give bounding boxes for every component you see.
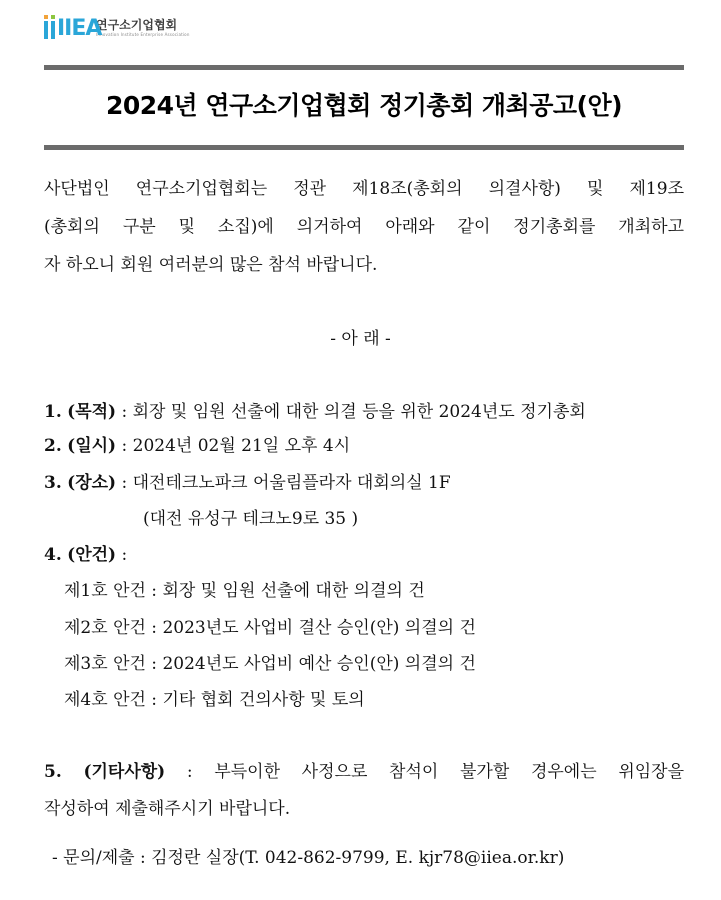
agenda-item: 제3호 안건 : 2024년도 사업비 예산 승인(안) 의결의 건 [64, 654, 476, 674]
item-agenda-value: : [121, 545, 128, 565]
item-purpose-value: : 회장 및 임원 선출에 대한 의결 등을 위한 2024년도 정기총회 [121, 402, 586, 422]
iiea-logo-mark [44, 15, 102, 41]
item-date [44, 434, 350, 458]
item-purpose [44, 400, 586, 424]
item-purpose-label: (목적) [67, 402, 117, 422]
item-etc [44, 760, 684, 784]
logo-subtitle: Innovation Institute Enterprise Association [96, 32, 190, 37]
item-date-value: : 2024년 02월 21일 오후 4시 [121, 436, 351, 456]
item-date-num: 2. [44, 436, 62, 456]
logo-mark-text: IIEA [57, 16, 102, 41]
intro-line-2: (총회의 구분 및 소집)에 의거하여 아래와 같이 정기총회를 개최하고 [44, 217, 684, 237]
title-bottom-rule [44, 145, 684, 150]
item-agenda-label: (안건) [67, 545, 117, 565]
logo-name: 연구소기업협회 [96, 18, 178, 32]
item-purpose-num: 1. [44, 402, 62, 422]
item-place-label: (장소) [67, 473, 117, 493]
intro-line-1: 사단법인 연구소기업협회는 정관 제18조(총회의 의결사항) 및 제19조 [44, 179, 684, 199]
item-etc-label: (기타사항) [83, 762, 166, 782]
title-top-rule [44, 65, 684, 70]
association-logo [44, 14, 190, 42]
below-heading: - 아 래 - [330, 329, 391, 349]
item-etc-line1: : 부득이한 사정으로 참석이 불가할 경우에는 위임장을 [186, 762, 685, 782]
item-etc-num: 5. [44, 762, 62, 782]
item-place [44, 471, 451, 495]
agenda-item: 제4호 안건 : 기타 협회 건의사항 및 토의 [64, 690, 365, 710]
item-place-value: : 대전테크노파크 어울림플라자 대회의실 1F [121, 473, 451, 493]
intro-line-3: 자 하오니 회원 여러분의 많은 참석 바랍니다. [44, 255, 378, 275]
item-place-num: 3. [44, 473, 62, 493]
item-etc-line2: 작성하여 제출해주시기 바랍니다. [44, 799, 291, 819]
item-date-label: (일시) [67, 436, 117, 456]
item-place-address: (대전 유성구 테크노9로 35 ) [143, 509, 359, 529]
item-agenda [44, 543, 127, 567]
item-agenda-num: 4. [44, 545, 62, 565]
page-title: 2024년 연구소기업협회 정기총회 개최공고(안) [105, 91, 623, 120]
contact-info: - 문의/제출 : 김정란 실장(T. 042-862-9799, E. kjr78@iiea.or.kr) [52, 848, 565, 868]
agenda-item: 제2호 안건 : 2023년도 사업비 결산 승인(안) 의결의 건 [64, 618, 476, 638]
agenda-item: 제1호 안건 : 회장 및 임원 선출에 대한 의결의 건 [64, 581, 425, 601]
